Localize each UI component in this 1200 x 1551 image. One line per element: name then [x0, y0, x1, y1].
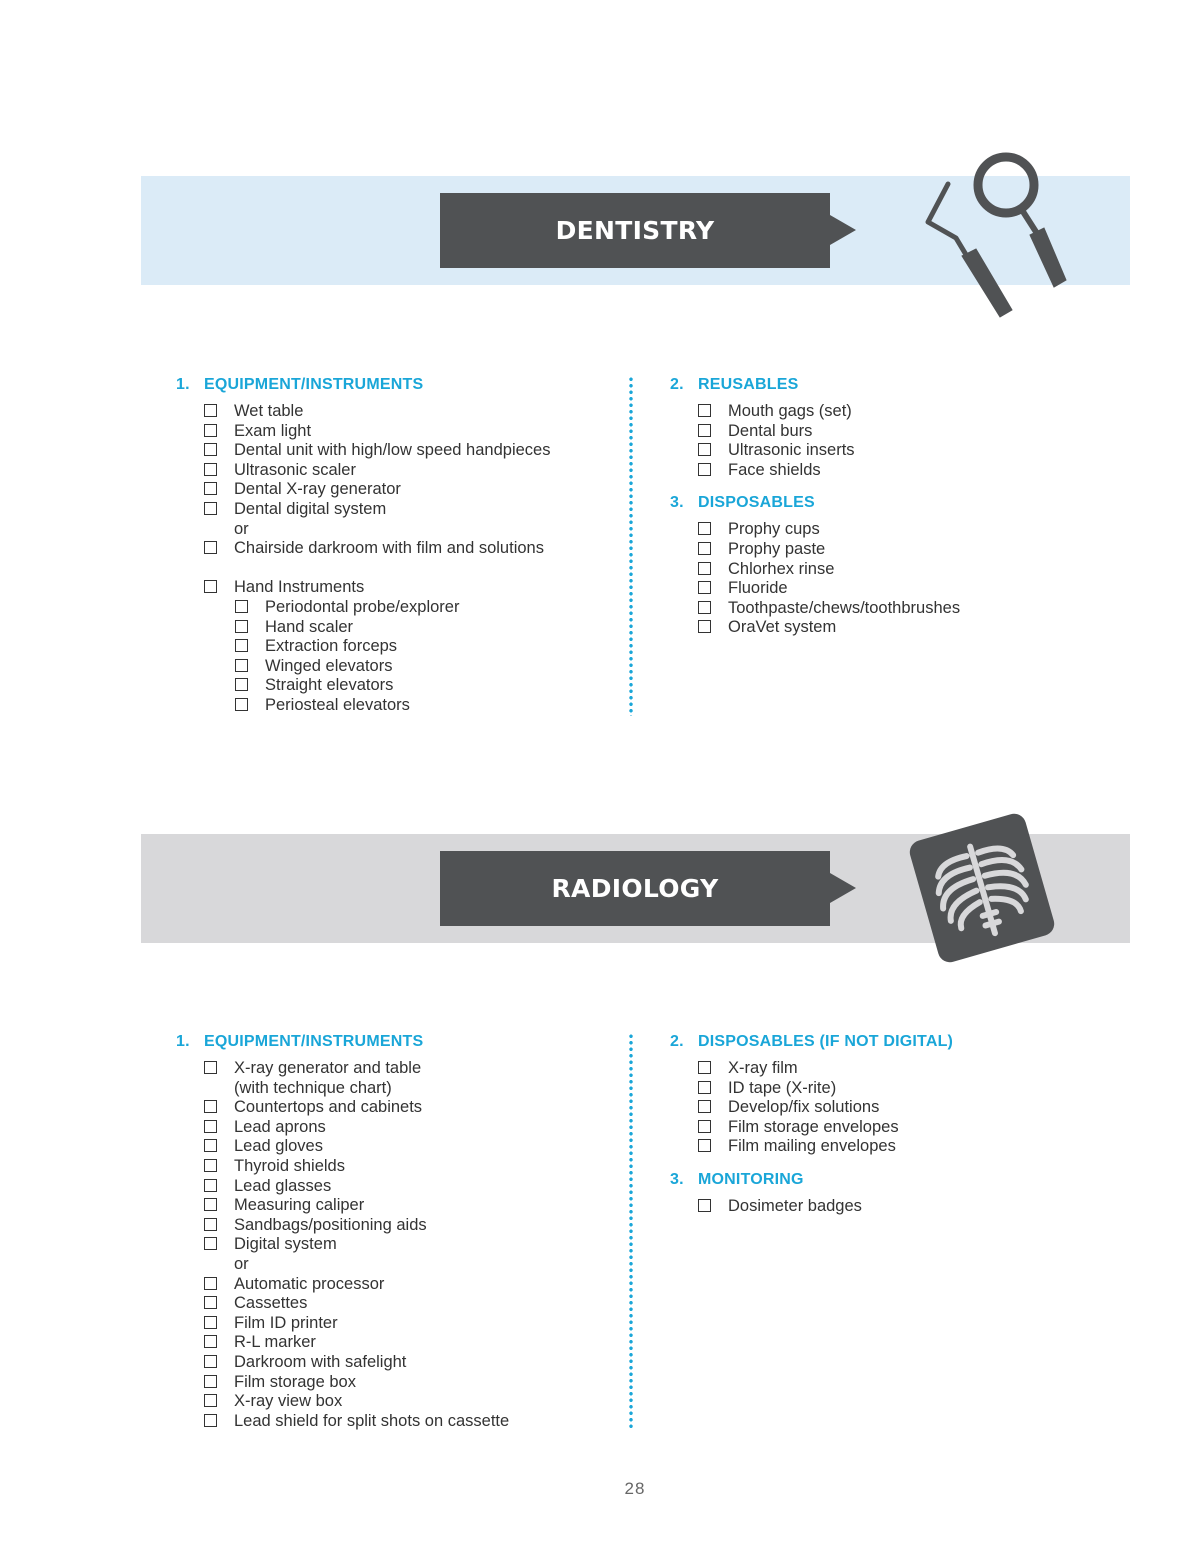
checklist-item-label: Darkroom with safelight — [234, 1352, 407, 1371]
checklist-item-label: Lead shield for split shots on cassette — [234, 1411, 510, 1430]
radiology-section-equipment — [176, 1029, 616, 1431]
checklist-item-label: or — [234, 1254, 249, 1273]
checklist-item-label: Automatic processor — [234, 1274, 385, 1293]
checklist-item — [670, 1137, 1110, 1157]
checklist-item — [176, 1059, 616, 1079]
checklist-item-label: Ultrasonic scaler — [234, 460, 356, 479]
checklist-item-label: X-ray generator and table — [234, 1059, 422, 1077]
checklist-item — [176, 1353, 616, 1373]
checklist-item-label: Thyroid shields — [234, 1156, 345, 1175]
checkbox[interactable] — [698, 404, 711, 417]
checklist-item-label: Prophy cups — [728, 520, 820, 539]
checkbox[interactable] — [698, 463, 711, 476]
checklist-item — [176, 657, 616, 677]
checklist — [670, 520, 1110, 638]
section-heading — [176, 1029, 616, 1055]
checkbox[interactable] — [204, 1120, 217, 1133]
checklist-item — [670, 1059, 1110, 1079]
checklist-item — [670, 441, 1110, 461]
checklist-item-label: Hand scaler — [265, 617, 354, 636]
checklist-item — [176, 1333, 616, 1353]
checklist-item-label: Film storage box — [234, 1372, 356, 1391]
checklist-item-label: Hand Instruments — [234, 578, 365, 597]
checkbox[interactable] — [204, 404, 217, 417]
checklist-item — [176, 1373, 616, 1393]
checkbox[interactable] — [698, 1139, 711, 1152]
checklist-item — [176, 1137, 616, 1157]
checklist-item — [176, 402, 616, 422]
checklist-item — [176, 1235, 616, 1255]
checklist-item — [176, 696, 616, 716]
radiology-banner-arrow — [830, 873, 856, 903]
checkbox[interactable] — [698, 562, 711, 575]
radiology-title-banner — [440, 851, 830, 926]
chest-xray-icon — [905, 803, 1060, 973]
checklist-item — [176, 500, 616, 520]
checklist-item — [176, 1157, 616, 1177]
checklist-item-label: Face shields — [728, 460, 821, 479]
checklist-item-label: Lead gloves — [234, 1137, 323, 1156]
section-title: EQUIPMENT/INSTRUMENTS — [204, 1033, 424, 1050]
checklist-item-label: Develop/fix solutions — [728, 1098, 880, 1117]
checklist-item-label: Prophy paste — [728, 539, 826, 558]
checklist-item-label: Digital system — [234, 1235, 337, 1254]
checklist-item — [176, 1079, 616, 1099]
checkbox[interactable] — [204, 1375, 217, 1388]
checkbox[interactable] — [235, 600, 248, 613]
checklist-item — [670, 560, 1110, 580]
checkbox[interactable] — [204, 1316, 217, 1329]
checkbox[interactable] — [204, 1139, 217, 1152]
checklist-item — [670, 540, 1110, 560]
checkbox[interactable] — [698, 1199, 711, 1212]
checklist-item — [176, 598, 616, 618]
checkbox[interactable] — [204, 1100, 217, 1113]
checklist — [670, 1197, 1110, 1217]
checkbox[interactable] — [698, 581, 711, 594]
checklist-item — [176, 480, 616, 500]
checklist-item-label: Dosimeter badges — [728, 1196, 862, 1215]
checklist — [176, 1059, 616, 1431]
checkbox[interactable] — [204, 1218, 217, 1231]
checklist-item-label: R-L marker — [234, 1333, 316, 1352]
checkbox[interactable] — [204, 424, 217, 437]
checkbox[interactable] — [235, 639, 248, 652]
checklist-item-label: Dental unit with high/low speed handpieces — [234, 441, 551, 460]
checkbox[interactable] — [204, 1061, 217, 1074]
checkbox[interactable] — [698, 1100, 711, 1113]
section-number: 1. — [176, 376, 190, 393]
checkbox[interactable] — [204, 1296, 217, 1309]
checkbox[interactable] — [204, 1335, 217, 1348]
checklist — [670, 402, 1110, 480]
checklist-item-label: Chlorhex rinse — [728, 559, 835, 578]
checklist-item-label: Lead glasses — [234, 1176, 332, 1195]
checklist-item — [176, 1216, 616, 1236]
checklist-item — [670, 1079, 1110, 1099]
dentistry-section-equipment — [176, 372, 616, 716]
checkbox[interactable] — [204, 1414, 217, 1427]
dentistry-right-column — [670, 372, 1110, 638]
section-heading — [670, 372, 1110, 398]
checkbox[interactable] — [204, 1355, 217, 1368]
checklist-item — [176, 1392, 616, 1412]
checkbox[interactable] — [698, 601, 711, 614]
checklist-item — [176, 539, 616, 559]
checkbox[interactable] — [235, 698, 248, 711]
checklist-item — [176, 520, 616, 540]
checklist-item-label: Periodontal probe/explorer — [265, 597, 460, 616]
checklist-item — [670, 1098, 1110, 1118]
checkbox[interactable] — [698, 424, 711, 437]
checkbox[interactable] — [204, 463, 217, 476]
section-title: REUSABLES — [698, 376, 799, 393]
checklist-item — [670, 618, 1110, 638]
checkbox[interactable] — [698, 620, 711, 633]
checklist-item-label: Dental X-ray generator — [234, 480, 401, 499]
checklist-item-label: Periosteal elevators — [265, 695, 410, 714]
section-title: MONITORING — [698, 1170, 804, 1188]
checklist-item-label: Sandbags/positioning aids — [234, 1215, 427, 1234]
checklist-item-label: Toothpaste/chews/toothbrushes — [728, 598, 961, 617]
radiology-section-monitoring — [670, 1167, 1110, 1217]
checkbox[interactable] — [698, 443, 711, 456]
section-title: EQUIPMENT/INSTRUMENTS — [204, 376, 424, 393]
checklist-item — [670, 461, 1110, 481]
dentistry-left-column — [176, 372, 616, 716]
section-heading — [176, 372, 616, 398]
dentistry-banner-arrow — [830, 215, 856, 245]
checkbox[interactable] — [204, 1198, 217, 1211]
checklist-item — [670, 599, 1110, 619]
checklist-item-label: OraVet system — [728, 618, 837, 637]
checklist-item — [176, 461, 616, 481]
checklist-item-label: Film ID printer — [234, 1313, 338, 1332]
checklist-item-label: Countertops and cabinets — [234, 1098, 423, 1117]
checklist-item-label: Cassettes — [234, 1294, 308, 1313]
list-spacer — [176, 559, 616, 579]
page-number: 28 — [624, 1479, 646, 1498]
checklist-item — [176, 1412, 616, 1432]
checkbox[interactable] — [204, 482, 217, 495]
checkbox[interactable] — [235, 620, 248, 633]
checkbox[interactable] — [204, 580, 217, 593]
checkbox[interactable] — [204, 541, 217, 554]
checklist-item — [176, 1255, 616, 1275]
checkbox[interactable] — [204, 1159, 217, 1172]
checklist-item — [670, 402, 1110, 422]
checkbox[interactable] — [235, 659, 248, 672]
section-number: 3. — [670, 494, 684, 512]
section-number: 1. — [176, 1033, 190, 1050]
checklist-item-label: Dental digital system — [234, 499, 387, 518]
checklist-item — [176, 637, 616, 657]
checklist-item-label: Mouth gags (set) — [728, 402, 852, 420]
checkbox[interactable] — [698, 542, 711, 555]
checkbox[interactable] — [204, 1277, 217, 1290]
checklist-item — [176, 1196, 616, 1216]
checklist-item-label: (with technique chart) — [234, 1078, 392, 1097]
checklist-item — [670, 520, 1110, 540]
checkbox[interactable] — [698, 522, 711, 535]
checklist-item-label: Measuring caliper — [234, 1196, 365, 1215]
checklist-item — [176, 1275, 616, 1295]
section-number: 2. — [670, 1033, 684, 1050]
checklist-item-label: Straight elevators — [265, 676, 394, 695]
checklist-item — [176, 1098, 616, 1118]
checklist-item-label: Wet table — [234, 402, 304, 420]
checklist-item — [176, 618, 616, 638]
checkbox[interactable] — [698, 1120, 711, 1133]
radiology-right-column — [670, 1029, 1110, 1217]
checklist — [176, 402, 616, 716]
section-number: 2. — [670, 376, 684, 393]
checklist-item — [176, 676, 616, 696]
dentistry-section-disposables — [670, 490, 1110, 638]
checklist-item-label: Fluoride — [728, 579, 788, 598]
section-heading — [670, 1029, 1110, 1055]
checklist-item-label: Winged elevators — [265, 656, 393, 675]
checklist-item-label: X-ray view box — [234, 1392, 343, 1411]
section-heading — [670, 1167, 1110, 1193]
checkbox[interactable] — [204, 1179, 217, 1192]
section-heading — [670, 490, 1110, 516]
radiology-section-disposables — [670, 1029, 1110, 1157]
checklist-item — [176, 441, 616, 461]
checkbox[interactable] — [698, 1081, 711, 1094]
checklist-item — [176, 1294, 616, 1314]
checklist-item-label: or — [234, 519, 249, 538]
checklist-item — [670, 422, 1110, 442]
checklist-item-label: Chairside darkroom with film and solutions — [234, 539, 544, 558]
dentistry-column-divider — [629, 376, 633, 716]
checklist-item-label: Extraction forceps — [265, 637, 398, 656]
checkbox[interactable] — [204, 502, 217, 515]
checkbox[interactable] — [235, 678, 248, 691]
checkbox[interactable] — [204, 443, 217, 456]
checklist-item-label: Film storage envelopes — [728, 1117, 899, 1136]
dentistry-section-reusables — [670, 372, 1110, 480]
checklist-item — [670, 579, 1110, 599]
checklist-item-label: Film mailing envelopes — [728, 1137, 896, 1156]
checklist-item — [176, 422, 616, 442]
radiology-column-divider — [629, 1033, 633, 1431]
dental-tools-icon — [920, 150, 1080, 325]
checklist-item — [670, 1118, 1110, 1138]
checkbox[interactable] — [204, 1394, 217, 1407]
checkbox[interactable] — [204, 1237, 217, 1250]
checklist-item-label: Dental burs — [728, 421, 813, 440]
checklist-item — [176, 1177, 616, 1197]
section-title: DISPOSABLES — [698, 494, 815, 512]
radiology-left-column — [176, 1029, 616, 1431]
checklist-item — [670, 1197, 1110, 1217]
section-number: 3. — [670, 1170, 684, 1188]
checklist-item-label: X-ray film — [728, 1059, 798, 1077]
checklist-item-label: ID tape (X-rite) — [728, 1078, 837, 1097]
dentistry-title-banner — [440, 193, 830, 268]
section-title: DISPOSABLES (IF NOT DIGITAL) — [698, 1033, 954, 1050]
checklist-item-label: Exam light — [234, 421, 312, 440]
checkbox[interactable] — [698, 1061, 711, 1074]
checklist-item — [176, 1118, 616, 1138]
checklist-item-label: Ultrasonic inserts — [728, 441, 855, 460]
checklist — [670, 1059, 1110, 1157]
checklist-item — [176, 578, 616, 598]
radiology-title: RADIOLOGY — [551, 874, 719, 903]
checklist-item-label: Lead aprons — [234, 1117, 326, 1136]
checklist-item — [176, 1314, 616, 1334]
dentistry-title: DENTISTRY — [555, 216, 715, 245]
